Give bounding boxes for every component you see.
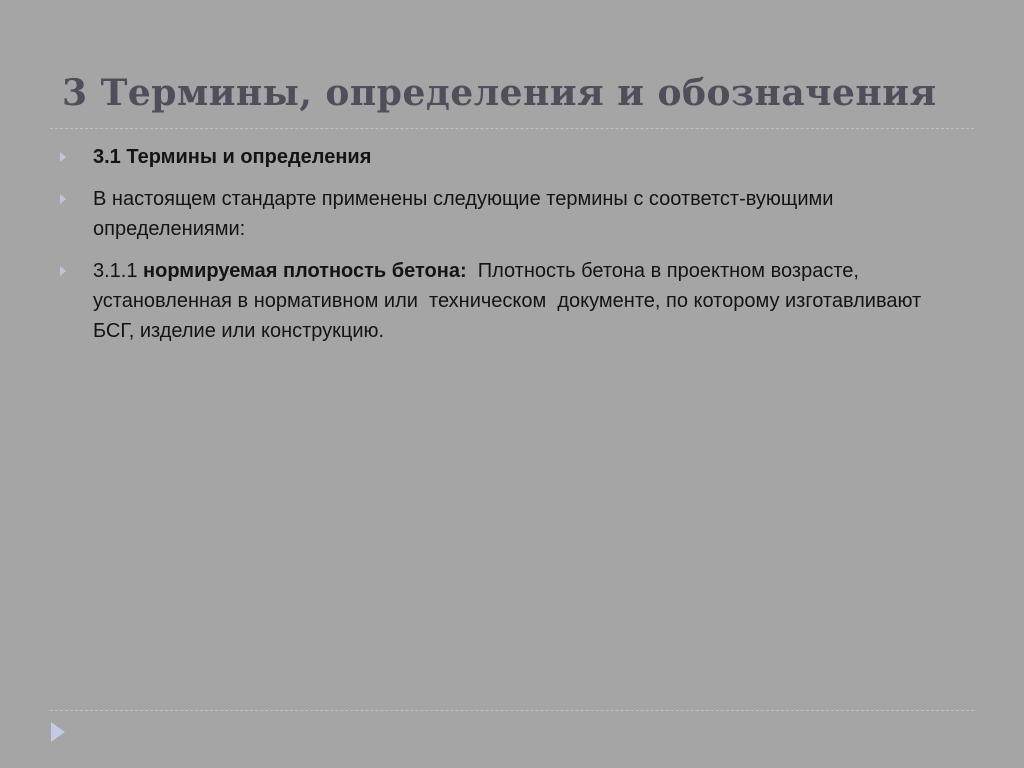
bullet-text: В настоящем стандарте применены следующие термины с соответст-вующими определениями: bbox=[93, 188, 834, 240]
title-divider bbox=[50, 128, 974, 129]
term-number: 3.1.1 bbox=[93, 260, 144, 282]
bullet-list bbox=[60, 142, 970, 358]
bullet-item bbox=[60, 142, 970, 172]
triangle-bullet-icon bbox=[60, 152, 66, 162]
footer-divider bbox=[50, 710, 974, 711]
triangle-bullet-icon bbox=[60, 266, 66, 276]
bullet-item bbox=[60, 256, 970, 346]
term-name: нормируемая плотность бетона: bbox=[143, 260, 467, 282]
term-definition: Плотность бетона в проектном возрасте, установленная в нормативном или техническом документе, по которому изготавливают БСГ, изделие или конструкцию. bbox=[93, 260, 933, 342]
triangle-bullet-icon bbox=[60, 194, 66, 204]
slide-title: 3 Термины, определения и обозначения bbox=[62, 72, 937, 114]
play-arrow-icon bbox=[51, 722, 65, 742]
subheading: 3.1 Термины и определения bbox=[93, 146, 372, 168]
bullet-item bbox=[60, 184, 970, 244]
